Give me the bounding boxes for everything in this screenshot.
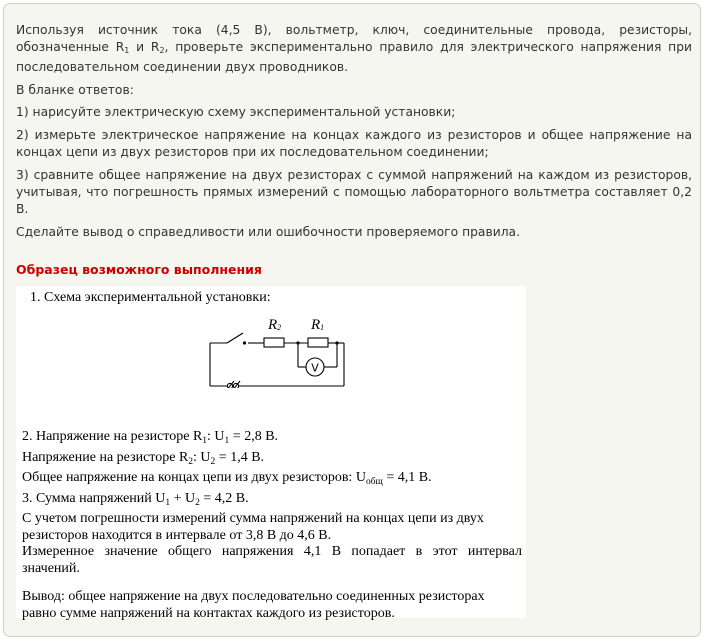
blank-label: В бланке ответов:: [16, 83, 134, 97]
task-intro: [16, 22, 692, 76]
switch-icon: [227, 333, 243, 343]
sample-heading: Образец возможного выполнения: [16, 262, 262, 277]
task-text: [16, 22, 692, 246]
step-1-caption: 1. Схема экспериментальной установки:: [30, 290, 271, 305]
answer-line-7: Измеренное значение общего напряжения 4,1 В попадает в этот интервал: [22, 544, 522, 559]
junction-right: [335, 341, 338, 344]
answer-line-sum: 3. Сумма напряжений $U_1 + U_2 = 4,2$ В.: [22, 490, 249, 508]
r2-subscript: 2: [159, 46, 165, 55]
resistor-r1: [308, 338, 328, 347]
conclusion-requirement: Сделайте вывод о справедливости или ошибочности проверяемого правила.: [16, 225, 520, 239]
answer-line-u1: 2. Напряжение на резисторе $R_1$: $U_1 = 2,8$ В.: [22, 429, 279, 446]
conclusion-line-1: Вывод: общее напряжение на двух последовательно соединенных резисторах: [22, 589, 485, 604]
task-item-2: 2) измерьте электрическое напряжение на концах каждого из резисторов и общее напряжение на концах цепи из двух резисторов при их последовательном соединении;: [16, 128, 692, 159]
intro-tail: , проверьте экспериментально правило для электрического напряжения при последовательном соединении двух проводников.: [16, 40, 692, 74]
r1-subscript: 1: [124, 46, 130, 55]
answer-line-u2: Напряжение на резисторе $R_2$: $U_2 = 1,4$ В.: [22, 449, 265, 467]
conclusion-line-2: равно сумме напряжений на контактах каждого из резисторов.: [22, 605, 395, 621]
answer-line-5: С учетом погрешности измерений сумма напряжений на концах цепи из двух: [22, 511, 484, 526]
r1-label: R1: [311, 317, 325, 333]
circuit-diagram: [202, 298, 362, 388]
answer-line-6: резисторов находится в интервале от 3,8 В до 4,6 В.: [22, 527, 332, 543]
answer-text: [22, 429, 522, 622]
spacer: [22, 577, 522, 589]
r2-label: R2: [268, 317, 282, 333]
task-item-3: 3) сравните общее напряжение на двух резисторах с суммой напряжений на каждом из резисторов, учитывая, что погрешность прямых измерений с помощью лабораторного вольтметра составляет 0,2 В.: [16, 168, 692, 216]
switch-contact-icon: [243, 341, 246, 344]
task-item-1: 1) нарисуйте электрическую схему экспериментальной установки;: [16, 105, 456, 119]
junction-left: [296, 341, 299, 344]
intro-text: Используя источник тока (4,5 В), вольтметр, ключ, соединительные провода, резисторы, обозначенные R: [16, 23, 692, 54]
intro-and: и R: [129, 40, 160, 54]
answer-line-total: Общее напряжение на концах цепи из двух резисторов: $U_{общ} = 4,1$ В.: [22, 470, 432, 487]
content-panel: [3, 3, 701, 637]
voltmeter-label: V: [311, 361, 319, 375]
sample-solution: [16, 286, 526, 621]
answer-line-8: значений.: [22, 560, 80, 576]
resistor-r2: [264, 338, 284, 347]
